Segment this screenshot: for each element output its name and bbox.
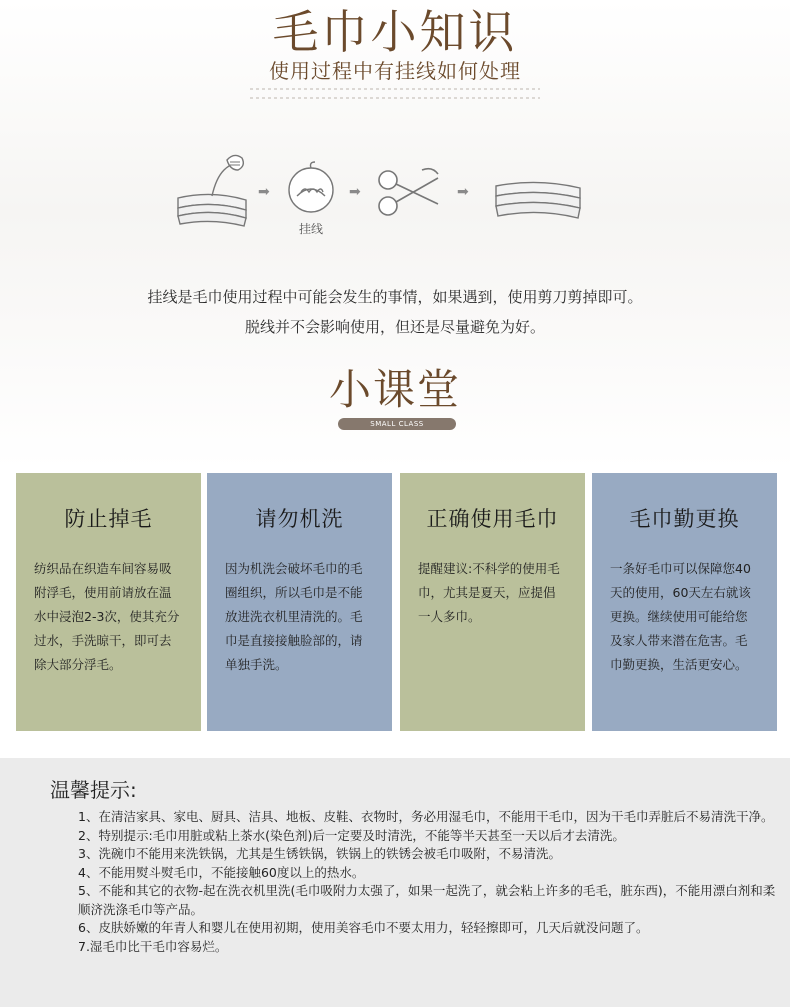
card-body: 提醒建议:不科学的使用毛巾，尤其是夏天，应提倡一人多巾。 [418, 561, 560, 624]
arrow-right-icon: ➡ [457, 184, 469, 200]
tip-item: 5、不能和其它的衣物-起在洗衣机里洗(毛巾吸附力太强了，如果一起洗了，就会粘上许多的毛毛，脏东西)，不能用漂白剂和柔顺济洗涤毛巾等产品。 [78, 883, 776, 917]
tips-title: 温馨提示: [50, 778, 137, 802]
tip-item: 2、特别提示:毛巾用脏或粘上茶水(染色剂)后一定要及时清洗，不能等半天甚至一天以后才去清洗。 [78, 827, 625, 843]
tip-item: 4、不能用熨斗熨毛巾，不能接触60度以上的热水。 [78, 864, 365, 880]
tips-list [78, 808, 778, 956]
tip-item: 7.湿毛巾比干毛巾容易烂。 [78, 938, 228, 954]
page-title: 毛巾小知识 [272, 5, 518, 59]
folded-towel-icon [172, 148, 252, 233]
tips-cards [16, 473, 777, 731]
description-line-2: 脱线并不会影响使用，但还是尽量避免为好。 [244, 318, 545, 336]
decorative-divider [250, 97, 540, 99]
fixed-towel-icon [488, 176, 588, 228]
card-title: 防止掉毛 [64, 507, 153, 531]
card-title: 正确使用毛巾 [426, 507, 559, 531]
class-title: 小课堂 [328, 365, 461, 414]
card-no-machine-wash [207, 473, 392, 731]
warm-tips-section [0, 758, 790, 1007]
description-line-1: 挂线是毛巾使用过程中可能会发生的事情，如果遇到，使用剪刀剪掉即可。 [147, 288, 643, 306]
card-correct-usage [400, 473, 585, 731]
decorative-divider [250, 88, 540, 90]
tip-item: 3、洗碗巾不能用来洗铁锅，尤其是生锈铁锅，铁锅上的铁锈会被毛巾吸附，不易清洗。 [78, 846, 561, 861]
step-caption: 挂线 [298, 222, 323, 236]
class-badge: SMALL CLASS [338, 418, 456, 430]
card-title: 请勿机洗 [255, 507, 344, 531]
scissors-icon [374, 164, 444, 222]
card-prevent-shedding [16, 473, 201, 731]
top-section [0, 0, 790, 470]
tip-item: 6、皮肤娇嫩的年青人和婴儿在使用初期，使用美容毛巾不要太用力，轻轻擦即可，几天后就没问题了。 [78, 920, 649, 935]
card-replace-often [592, 473, 777, 731]
card-body: 因为机洗会破坏毛巾的毛圈组织，所以毛巾是不能放进洗衣机里清洗的。毛巾是直接接触脸部的，请单独手洗。 [225, 561, 363, 672]
page-subtitle: 使用过程中有挂线如何处理 [269, 59, 521, 83]
card-body: 一条好毛巾可以保障您40天的使用，60天左右就该更换。继续使用可能给您及家人带来潜在危害。毛巾勤更换，生活更安心。 [610, 561, 751, 672]
tip-item: 1、在清洁家具、家电、厨具、洁具、地板、皮鞋、衣物时，务必用湿毛巾，不能用干毛巾，因为干毛巾弄脏后不易清洗干净。 [78, 809, 774, 824]
card-body: 纺织品在织造车间容易吸附浮毛，使用前请放在温水中浸泡2-3次，使其充分过水，手洗晾干，即可去除大部分浮毛。 [34, 561, 180, 672]
arrow-right-icon: ➡ [258, 184, 270, 200]
snag-loop-icon [285, 160, 337, 216]
arrow-right-icon: ➡ [349, 184, 361, 200]
card-title: 毛巾勤更换 [629, 507, 740, 531]
